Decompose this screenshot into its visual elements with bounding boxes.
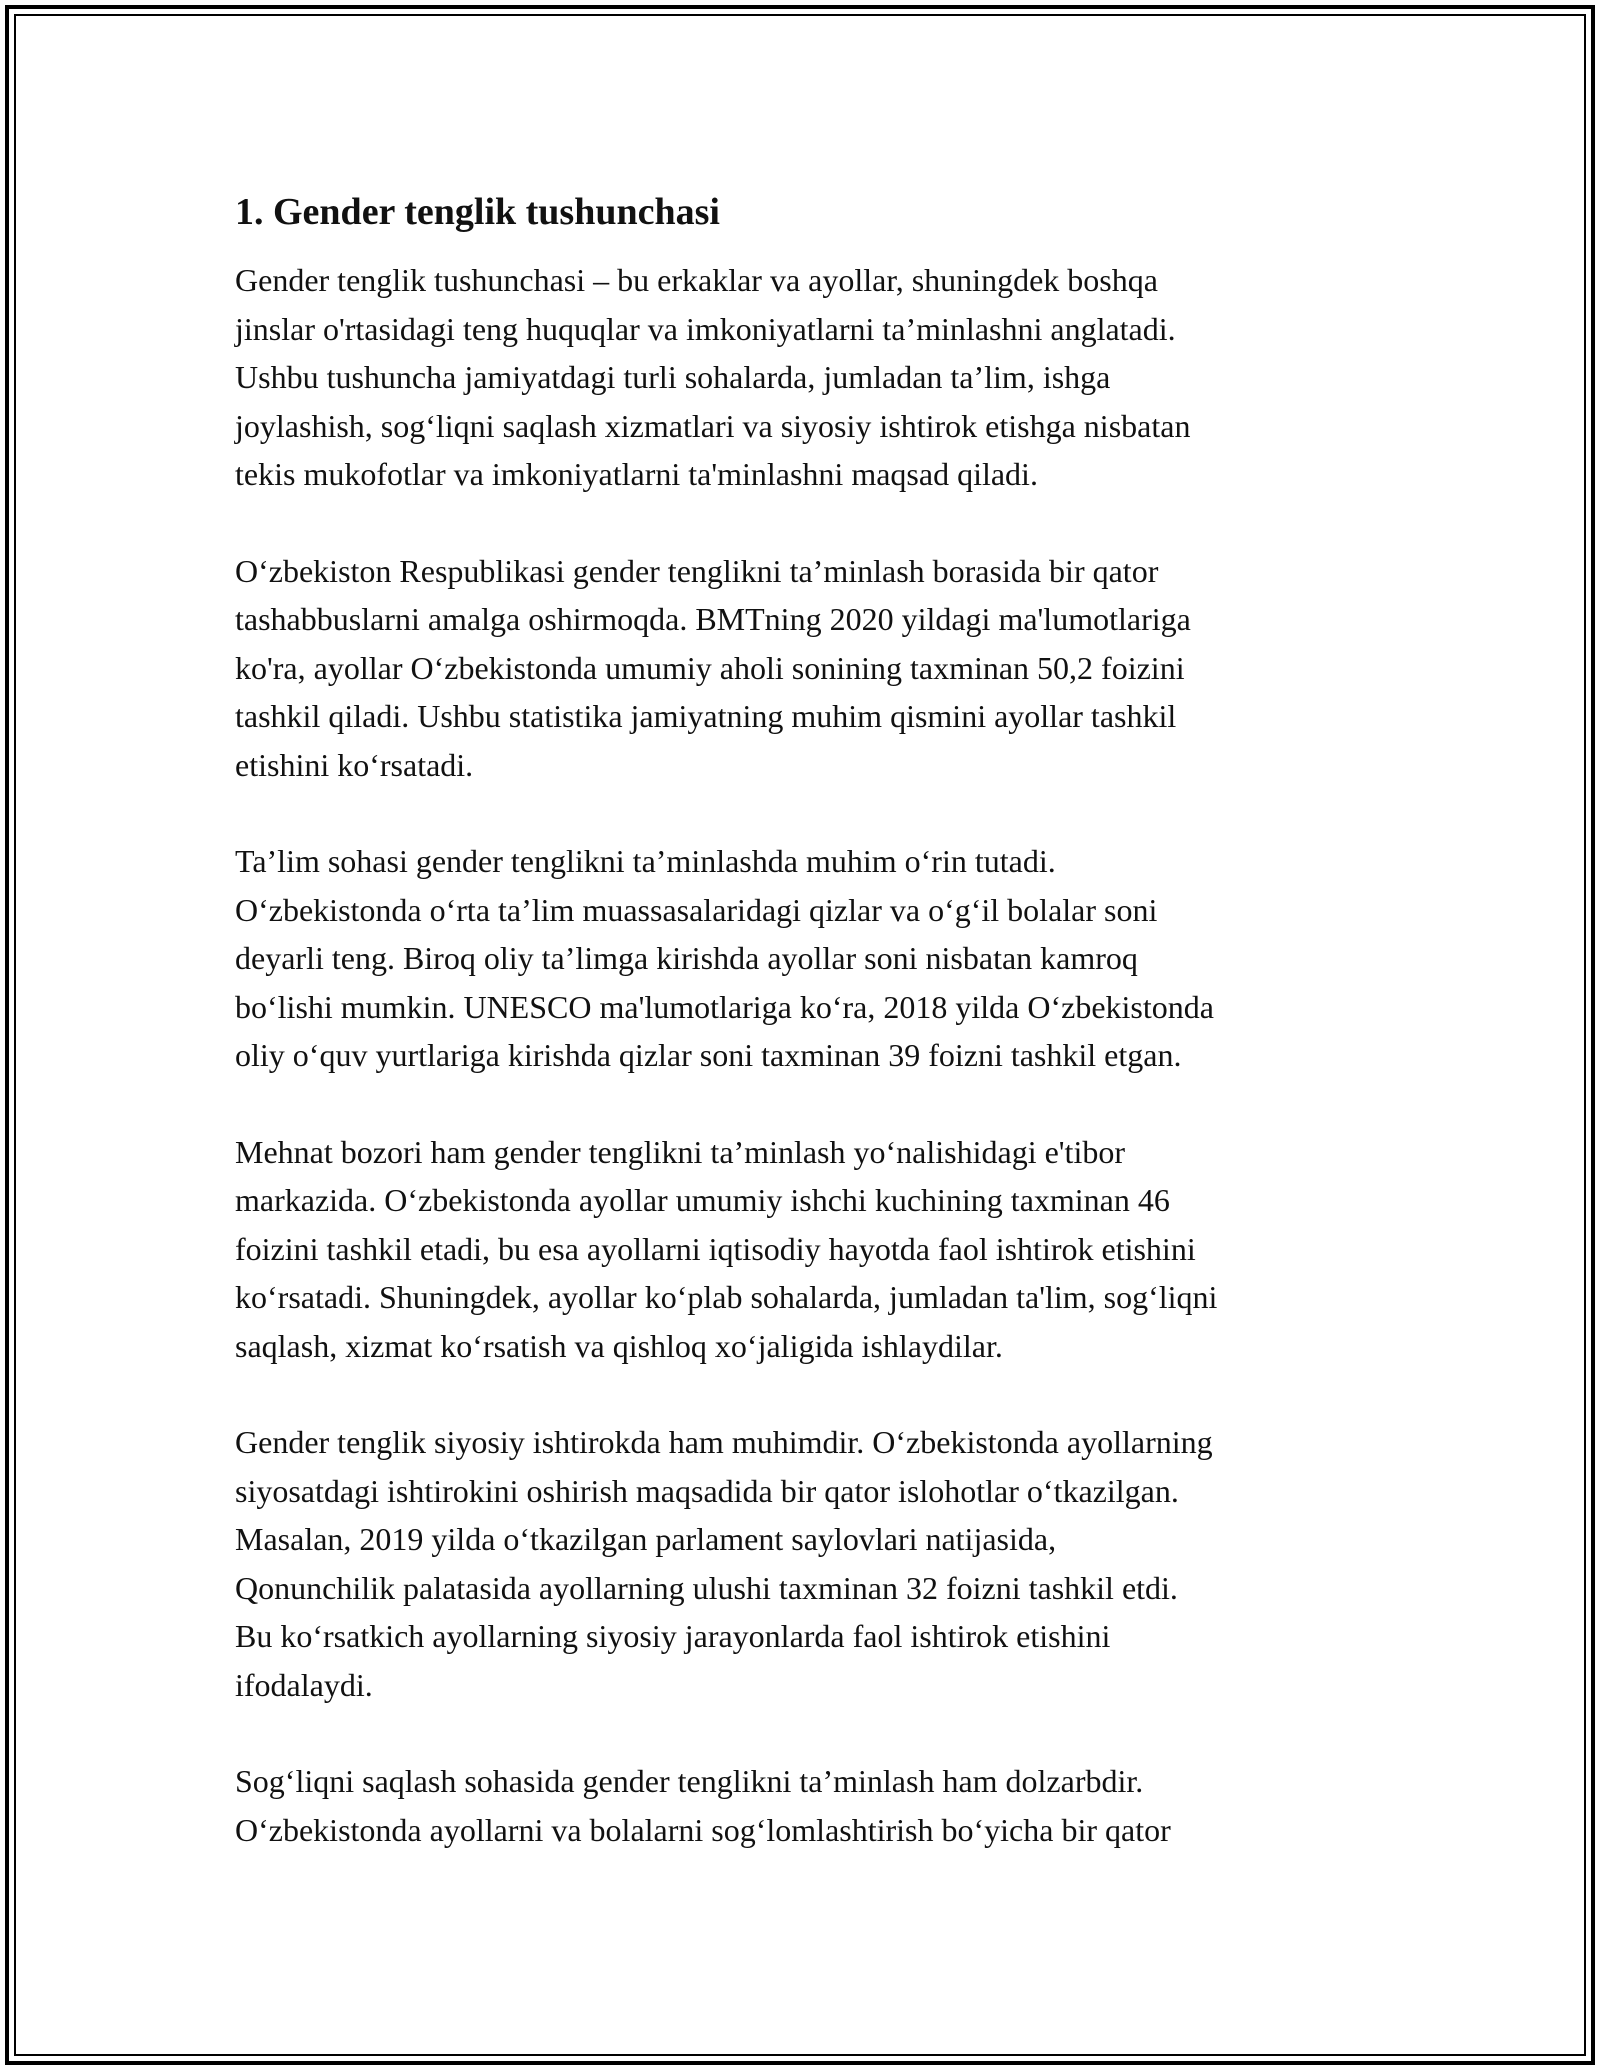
text-line: Mehnat bozori ham gender tenglikni ta’minlash yo‘nalishidagi e'tibor bbox=[235, 1133, 1125, 1170]
text-line: Gender tenglik tushunchasi – bu erkaklar va ayollar, shuningdek boshqa bbox=[235, 262, 1158, 298]
text-line: O‘zbekistonda ayollarni va bolalarni sog‘lomlashtirish bo‘yicha bir qator bbox=[235, 1811, 1171, 1848]
text-line: ko‘rsatadi. Shuningdek, ayollar ko‘plab sohalarda, jumladan ta'lim, sog‘liqni bbox=[235, 1279, 1218, 1315]
section-heading: 1. Gender tenglik tushunchasi bbox=[235, 191, 720, 233]
paragraph-politics bbox=[235, 1418, 1385, 1709]
text-line: Sog‘liqni saqlash sohasida gender tenglikni ta’minlash ham dolzarbdir. bbox=[235, 1763, 1144, 1799]
text-line: Gender tenglik siyosiy ishtirokda ham muhimdir. O‘zbekistonda ayollarning bbox=[235, 1424, 1213, 1460]
document-body bbox=[235, 186, 1385, 1902]
text-line: bo‘lishi mumkin. UNESCO ma'lumotlariga ko‘ra, 2018 yilda O‘zbekistonda bbox=[235, 988, 1214, 1025]
text-line: Masalan, 2019 yilda o‘tkazilgan parlament saylovlari natijasida, bbox=[235, 1521, 1057, 1557]
text-line: markazida. O‘zbekistonda ayollar umumiy ishchi kuchining taxminan 46 bbox=[235, 1182, 1170, 1218]
text-line: foizini tashkil etadi, bu esa ayollarni iqtisodiy hayotda faol ishtirok etishini bbox=[235, 1230, 1196, 1267]
paragraph-definition bbox=[235, 256, 1385, 499]
text-line: Ushbu tushuncha jamiyatdagi turli sohalarda, jumladan ta’lim, ishga bbox=[235, 359, 1111, 395]
text-line: oliy o‘quv yurtlariga kirishda qizlar soni taxminan 39 foizni tashkil etgan. bbox=[235, 1037, 1182, 1073]
text-line: siyosatdagi ishtirokini oshirish maqsadida bir qator islohotlar o‘tkazilgan. bbox=[235, 1472, 1179, 1509]
text-line: O‘zbekistonda o‘rta ta’lim muassasalaridagi qizlar va o‘g‘il bolalar soni bbox=[235, 891, 1158, 928]
text-line: Ta’lim sohasi gender tenglikni ta’minlashda muhim o‘rin tutadi. bbox=[235, 843, 1056, 879]
text-line: joylashish, sog‘liqni saqlash xizmatlari va siyosiy ishtirok etishga nisbatan bbox=[235, 407, 1191, 444]
text-line: O‘zbekiston Respublikasi gender tenglikni ta’minlash borasida bir qator bbox=[235, 552, 1159, 589]
paragraph-labor-market bbox=[235, 1128, 1385, 1371]
text-line: tashabbuslarni amalga oshirmoqda. BMTning 2020 yildagi ma'lumotlariga bbox=[235, 601, 1191, 637]
text-line: tekis mukofotlar va imkoniyatlarni ta'minlashni maqsad qiladi. bbox=[235, 456, 1038, 492]
text-line: etishini ko‘rsatadi. bbox=[235, 746, 474, 783]
paragraph-population bbox=[235, 547, 1385, 790]
text-line: ko'ra, ayollar O‘zbekistonda umumiy aholi sonining taxminan 50,2 foizini bbox=[235, 649, 1185, 686]
text-line: ifodalaydi. bbox=[235, 1666, 373, 1703]
text-line: saqlash, xizmat ko‘rsatish va qishloq xo‘jaligida ishlaydilar. bbox=[235, 1327, 1003, 1364]
text-line: jinslar o'rtasidagi teng huquqlar va imkoniyatlarni ta’minlashni anglatadi. bbox=[235, 310, 1176, 347]
text-line: Qonunchilik palatasida ayollarning ulushi taxminan 32 foizni tashkil etdi. bbox=[235, 1569, 1178, 1606]
text-line: deyarli teng. Biroq oliy ta’limga kirishda ayollar soni nisbatan kamroq bbox=[235, 940, 1138, 976]
text-line: Bu ko‘rsatkich ayollarning siyosiy jarayonlarda faol ishtirok etishini bbox=[235, 1618, 1111, 1654]
paragraph-healthcare bbox=[235, 1757, 1385, 1854]
text-line: tashkil qiladi. Ushbu statistika jamiyatning muhim qismini ayollar tashkil bbox=[235, 698, 1177, 734]
paragraph-education bbox=[235, 837, 1385, 1080]
